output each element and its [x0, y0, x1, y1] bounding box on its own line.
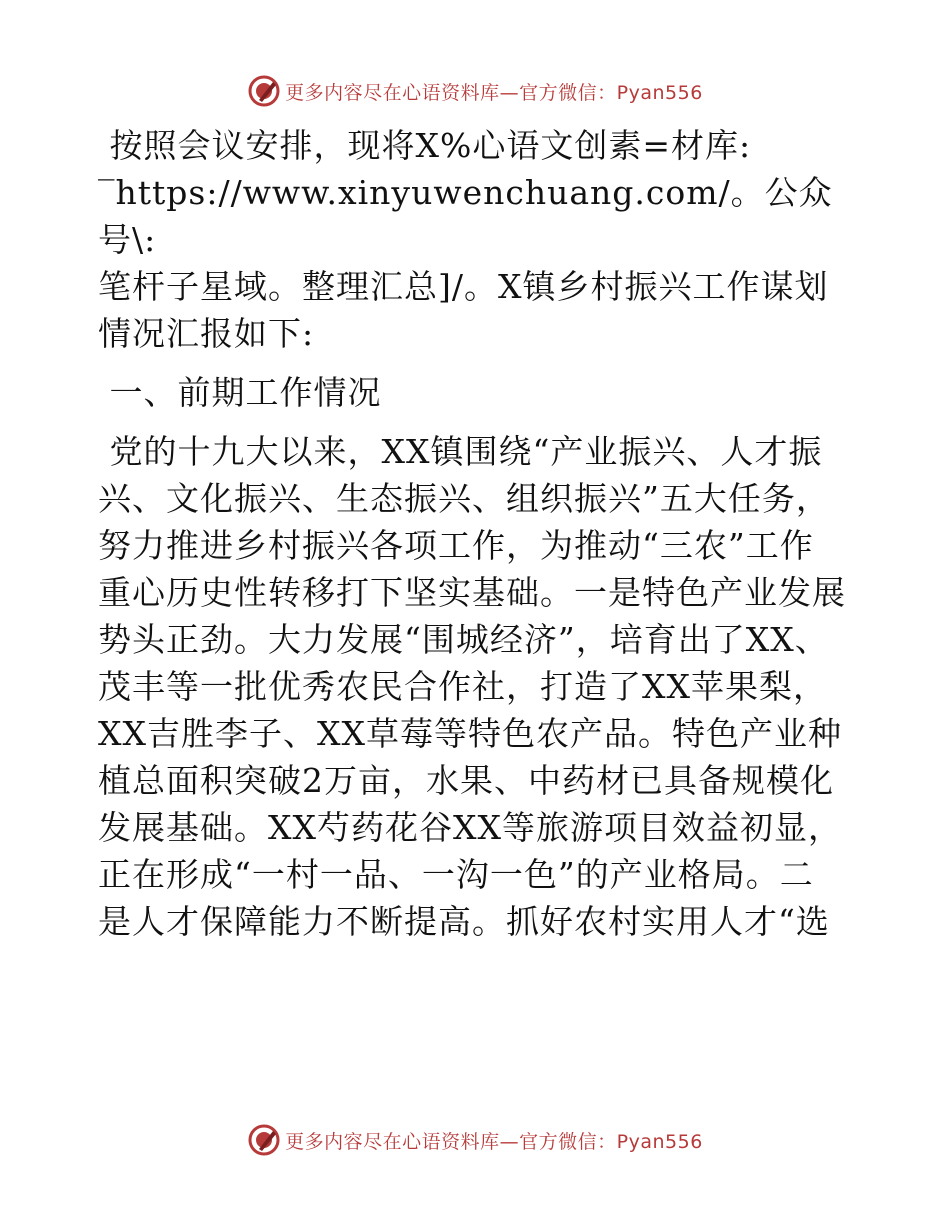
text-line: 正在形成“一村一品、一沟一色”的产业格局。二 [98, 855, 814, 894]
banner-text: 更多内容尽在心语资料库—官方微信：Pyan556 [285, 1130, 703, 1153]
paragraph-body [98, 428, 858, 945]
banner-text: 更多内容尽在心语资料库—官方微信：Pyan556 [285, 81, 703, 104]
text-line: 是人才保障能力不断提高。抓好农村实用人才“选 [98, 902, 830, 941]
logo-icon [247, 74, 281, 108]
text-line: 按照会议安排，现将X%心语文创素=材库: [98, 126, 752, 165]
text-line: 党的十九大以来，XX镇围绕“产业振兴、人才振 [98, 432, 823, 471]
text-line: 植总面积突破2万亩，水果、中药材已具备规模化 [98, 761, 834, 800]
text-line: 笔杆子星域。整理汇总]/。X镇乡村振兴工作谋划 [98, 267, 829, 306]
logo-icon [247, 1123, 281, 1157]
text-line: 茂丰等一批优秀农民合作社，打造了XX苹果梨， [98, 667, 827, 706]
footer-banner [0, 1120, 950, 1160]
text-line: ‾https://www.xinyuwenchuang.com/。公众号\: [98, 173, 833, 259]
text-line: 兴、文化振兴、生态振兴、组织振兴”五大任务， [98, 479, 830, 518]
section-heading [98, 369, 858, 416]
header-banner [0, 71, 950, 111]
paragraph-intro [98, 122, 858, 357]
document-body [98, 122, 858, 945]
text-line: 情况汇报如下: [98, 314, 315, 353]
text-line: 努力推进乡村振兴各项工作，为推动“三农”工作 [98, 526, 814, 565]
text-line: XX吉胜李子、XX草莓等特色农产品。特色产业种 [98, 714, 842, 753]
text-line: 发展基础。XX芍药花谷XX等旅游项目效益初显， [98, 808, 842, 847]
text-line: 势头正劲。大力发展“围城经济”，培育出了XX、 [98, 620, 829, 659]
heading-line: 一、前期工作情况 [98, 373, 382, 412]
text-line: 重心历史性转移打下坚实基础。一是特色产业发展 [98, 573, 846, 612]
